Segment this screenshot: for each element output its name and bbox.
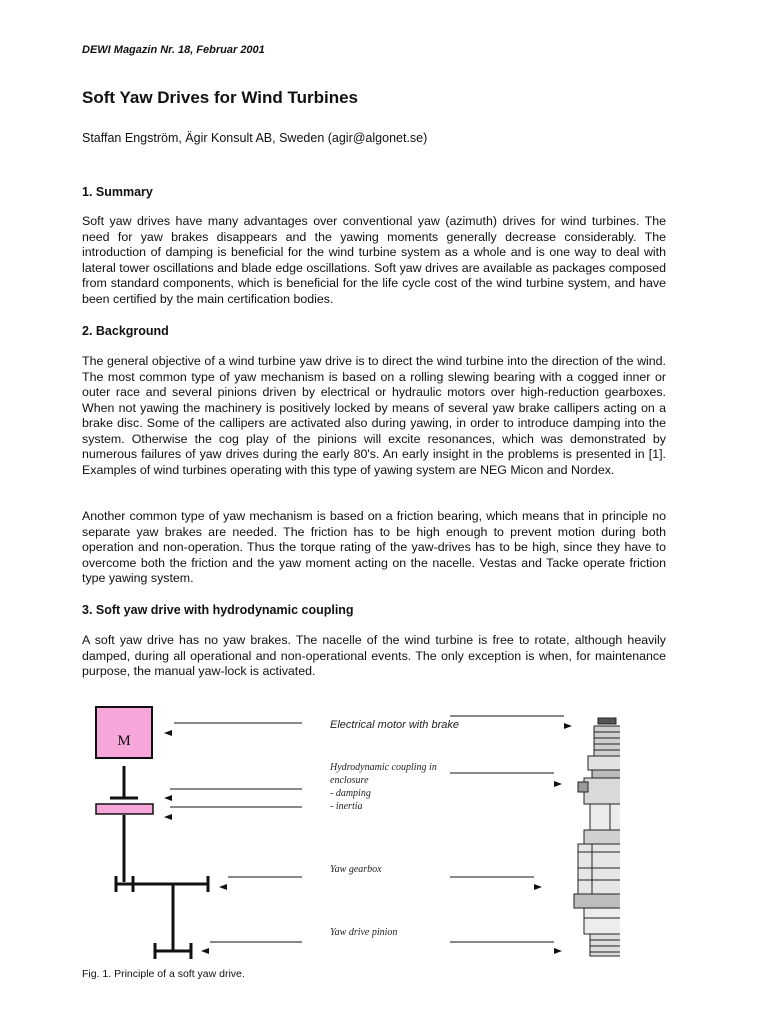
label-hydrodynamic-coupling: Hydrodynamic coupling in enclosure [330, 762, 437, 786]
coupling-disc [96, 804, 153, 814]
section-heading-soft-yaw: 3. Soft yaw drive with hydrodynamic coupling [82, 603, 354, 617]
author-line: Staffan Engström, Ägir Konsult AB, Sweden (agir@algonet.se) [82, 131, 428, 145]
label-electrical-motor: Electrical motor with brake [330, 719, 459, 731]
background-paragraph-2: Another common type of yaw mechanism is based on a friction bearing, which means that in principle no separate yaw brakes are needed. The friction has to be high enough to prevent motion during both operation and non-operation. Thus the torque rating of the yaw-drives has to be high, since they have to overcome both the friction and the yaw moment acting on the nacelle. Vestas and Tacke operate friction type yawing system. [82, 509, 666, 585]
summary-paragraph: Soft yaw drives have many advantages over conventional yaw (azimuth) drives for wind turbines. The need for yaw brakes disappears and the yawing moments generally decrease considerably. The introduction of damping is beneficial for the wind turbine system as a whole and is one way to deal with lateral tower oscillations and blade edge oscillations. Soft yaw drives are available as packages composed from standard components, which is beneficial for the life cycle cost of the wind turbine system, and have been certified by the main certification bodies. [82, 214, 666, 306]
right-arrowheads [534, 723, 572, 954]
label-inertia: - inertia [330, 801, 363, 812]
left-leader-lines [170, 723, 302, 942]
figure-soft-yaw-drive [80, 700, 620, 960]
paper-title: Soft Yaw Drives for Wind Turbines [82, 88, 358, 107]
label-yaw-gearbox: Yaw gearbox [330, 864, 382, 875]
figure-drawing [80, 700, 620, 960]
figure-caption: Fig. 1. Principle of a soft yaw drive. [82, 968, 245, 980]
label-damping: - damping [330, 788, 371, 799]
section-heading-summary: 1. Summary [82, 185, 153, 199]
right-leader-lines [450, 716, 564, 942]
journal-header: DEWI Magazin Nr. 18, Februar 2001 [82, 44, 265, 56]
motor-symbol: M [117, 733, 131, 749]
soft-yaw-paragraph: A soft yaw drive has no yaw brakes. The nacelle of the wind turbine is free to rotate, although heavily damped, during all operational and non-operational events. The only exception is when, for maintenance purpose, the manual yaw-lock is activated. [82, 633, 666, 678]
drive-unit-drawing [574, 718, 620, 956]
section-heading-background: 2. Background [82, 324, 169, 338]
label-yaw-drive-pinion: Yaw drive pinion [330, 927, 398, 938]
background-paragraph-1: The general objective of a wind turbine yaw drive is to direct the wind turbine into the direction of the wind. The most common type of yaw mechanism is based on a rolling slewing bearing with a cogged inner or outer race and several pinions driven by electrical or hydraulic motors over high-reduction gearboxes. When not yawing the machinery is positively locked by means of several yaw brake callipers acting on a brake disc. Some of the callipers are activated also during yawing, in order to introduce damping into the system. Otherwise the cog play of the pinions will excite resonances, which was demonstrated by numerous failures of yaw drives during the early 80's. An early insight in the problems is presented in [1]. Examples of wind turbines operating with this type of yawing system are NEG Micon and Nordex. [82, 354, 666, 477]
